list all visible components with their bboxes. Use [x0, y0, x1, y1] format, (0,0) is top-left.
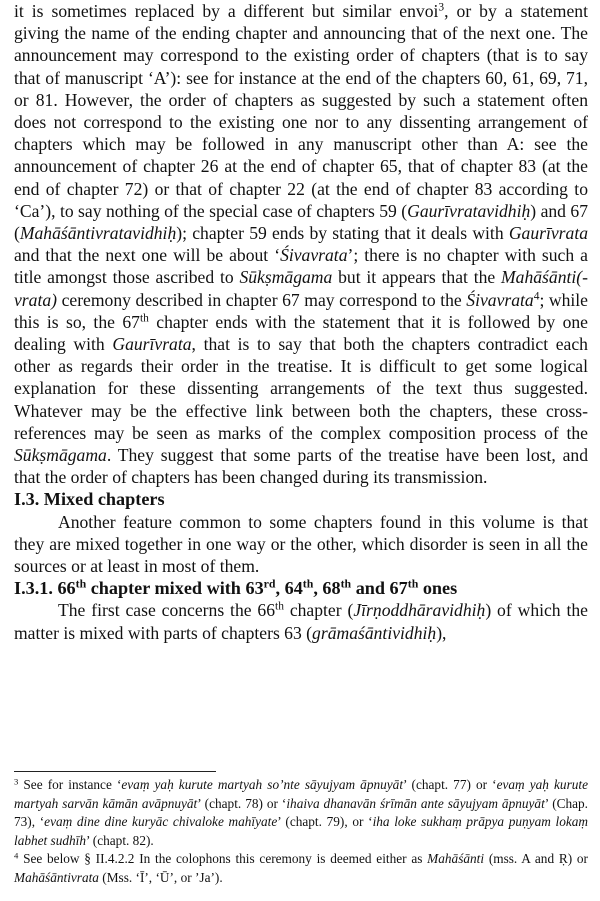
text-run: and that the next one will be about ‘ [14, 245, 281, 266]
text-run: ’ (chapt. 79), or ‘ [277, 814, 373, 830]
ordinal-suffix: th [139, 312, 149, 325]
italic-term: Gaurīvratavidhiḥ [407, 200, 531, 221]
ordinal-suffix: th [302, 576, 314, 591]
footnote-ref-4[interactable]: 4 [533, 290, 540, 303]
ordinal-suffix: th [340, 576, 352, 591]
text-run: ’; there is no chapter with such a title amongst those ascribed to [14, 245, 588, 288]
italic-term: Mahāśāntivratavidhiḥ [19, 223, 177, 244]
text-run: ; while this is so, the 67 [14, 289, 588, 332]
italic-term: Sūkṣmāgama [239, 267, 333, 288]
ordinal-suffix: th [275, 601, 284, 614]
ordinal-suffix: rd [263, 576, 276, 591]
heading-run: ones [418, 578, 458, 599]
text-run: , that is to say that both the chapters contradict each other as regards their order in the treatise. It is difficult to get some logical explanation for these dissenting arrangements of the text thus suggested. Whatever may be the effective link between both the chapters, these cross-references may be seen as marks of the complex composition process of the [14, 334, 588, 443]
italic-term: grāmaśāntividhiḥ [312, 622, 437, 643]
ordinal-suffix: th [75, 576, 87, 591]
text-run: See below § II.4.2.2 In the colophons this ceremony is deemed either as [18, 851, 428, 867]
text-run: ’ (chapt. 82). [86, 832, 154, 848]
heading-run: chapter mixed with 63 [86, 578, 264, 599]
heading-run: I.3.1. 66 [14, 578, 76, 599]
footnote-separator [14, 771, 216, 772]
text-run: ) and 67 ( [14, 200, 588, 244]
text-run: . They suggest that some parts of the treatise have been lost, and that the order of chapters has been changed during its transmission. [14, 445, 588, 488]
footnote-4 [14, 850, 588, 887]
italic-term: evaṃ yaḥ kurute martyah so’nte sāyujyam āpnuyāt [121, 777, 404, 792]
text-run: (mss. A and Ṛ) or [484, 851, 588, 867]
section-heading-mixed-chapters: I.3. Mixed chapters [14, 489, 165, 510]
italic-term: evaṃ yaḥ kurute martyah sarvān kāmān avāpnuyāt [14, 777, 588, 811]
heading-run: , 68 [313, 578, 341, 599]
footnote-ref-3[interactable]: 3 [438, 1, 445, 14]
italic-term: Śivavrata [280, 245, 348, 266]
text-run: it is sometimes replaced by a different but similar envoi [14, 1, 439, 21]
paragraph-mixed-intro: Another feature common to some chapters found in this volume is that they are mixed together in one way or the other, which disorder is seen in all the sources or at least in most of them. [14, 511, 588, 577]
text-run: ’ (Chap. 73), ‘ [14, 795, 589, 830]
paragraph-cross-references [14, 0, 588, 488]
body-text [14, 0, 588, 644]
footnotes [14, 776, 588, 888]
text-run: ’ (chapt. 78) or ‘ [197, 795, 287, 811]
text-run: (Mss. ‘Ī’, ‘Ū’, or ’Ja’). [98, 869, 223, 885]
subsection-heading-66th-chapter [14, 577, 588, 599]
italic-term: Mahāśānti [427, 851, 485, 867]
text-run: chapter ( [283, 600, 354, 621]
ordinal-suffix: th [407, 576, 419, 591]
italic-term: Jīrṇoddhāravidhiḥ [353, 600, 486, 621]
italic-term: Sūkṣmāgama [14, 445, 107, 466]
text-run: chapter ends with the statement that it is followed by one dealing with [14, 311, 588, 355]
footnote-3 [14, 776, 588, 850]
text-run: See for instance ‘ [18, 777, 122, 792]
footnote-number: 3 [14, 776, 19, 787]
italic-term: ihaiva dhanavān śrīmān ante sāyujyam āpnuyāt [286, 795, 545, 811]
italic-term: Mahāśānti(-vrata) [14, 267, 588, 310]
paragraph-first-case [14, 599, 588, 643]
text-run: ceremony described in chapter 67 may correspond to the [57, 289, 467, 310]
heading-run: , 64 [275, 578, 303, 599]
text-run: ), [436, 622, 447, 643]
text-run: ); chapter 59 ends by stating that it deals with [176, 223, 509, 244]
italic-term: evaṃ dine dine kuryāc chivaloke mahīyate [44, 814, 278, 830]
italic-term: Gaurīvrata [508, 223, 588, 244]
text-run: ) of which the matter is mixed with parts of chapters 63 ( [14, 600, 588, 643]
text-run: ’ (chapt. 77) or ‘ [403, 777, 497, 792]
text-run: , or by a statement giving the name of the ending chapter and announcing that of the next one. The announcement may correspond to the existing order of chapters (that is to say that of manuscript ‘A’): see for instance at the end of the chapters 60, 61, 69, 71, or 81. However, the order of chapters as suggested by such a statement often does not correspond to the existing one nor to any dissenting arrangement of chapters which may be followed in any manuscript other than A: see the announcement of chapter 26 at the end of chapter 65, that of chapter 83 (at the end of chapter 72) or that of chapter 22 (at the end of chapter 83 according to ‘Ca’), to say nothing of the special case of chapters 59 ( [14, 1, 588, 221]
italic-term: Gaurīvrata [112, 334, 192, 355]
text-run: The first case concerns the 66 [58, 600, 276, 621]
footnote-number: 4 [14, 850, 19, 861]
text-run: but it appears that the [332, 267, 502, 288]
italic-term: Śivavrata [466, 289, 534, 310]
italic-term: iha loke sukhaṃ prāpya puṇyam lokaṃ labhet sudhīh [14, 814, 588, 848]
heading-run: and 67 [351, 578, 408, 599]
italic-term: Mahāśāntivrata [14, 869, 99, 885]
